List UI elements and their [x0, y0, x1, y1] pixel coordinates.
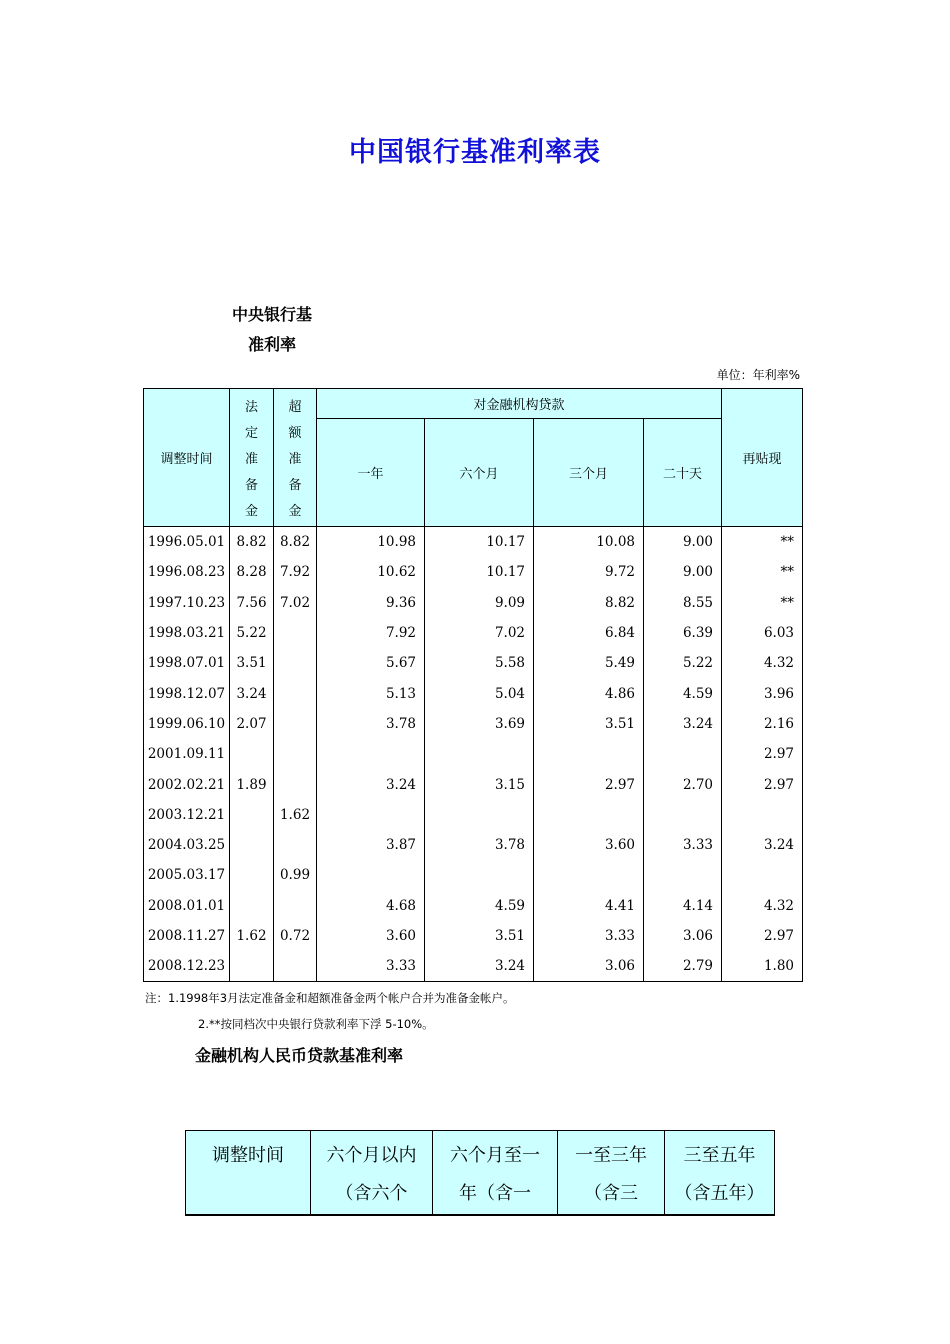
- cell-date: 2008.11.27: [144, 921, 230, 951]
- cell-one-year: 4.68: [317, 891, 425, 921]
- cell-twenty-days: [644, 860, 722, 890]
- cell-three-months: 3.06: [534, 951, 644, 982]
- cell-one-year: 3.33: [317, 951, 425, 982]
- cell-rediscount: 6.03: [722, 618, 803, 648]
- cell-legal-reserve: 3.24: [230, 678, 274, 708]
- cell-six-months: 3.51: [425, 921, 534, 951]
- table-row: [144, 860, 803, 890]
- table-row: [144, 951, 803, 982]
- central-bank-rate-table: [143, 388, 803, 982]
- cell-legal-reserve: 3.51: [230, 648, 274, 678]
- cell-six-months: [425, 800, 534, 830]
- header-loans-to-institutions: 对金融机构贷款: [317, 389, 722, 419]
- cell-date: 2001.09.11: [144, 739, 230, 769]
- table-row: [144, 739, 803, 769]
- header-char: 法: [244, 399, 258, 415]
- cell-date: 2004.03.25: [144, 830, 230, 860]
- header-legal-reserve: [230, 389, 274, 527]
- cell-three-months: 10.08: [534, 527, 644, 558]
- cell-one-year: 3.78: [317, 709, 425, 739]
- loan-header-line1: 调整时间: [212, 1145, 284, 1166]
- table-row: [144, 618, 803, 648]
- cell-date: 1997.10.23: [144, 588, 230, 618]
- table-row: [144, 709, 803, 739]
- loan-header-line1: 三至五年: [683, 1145, 756, 1166]
- header-char: 备: [288, 477, 302, 493]
- header-char: 定: [244, 425, 258, 441]
- note-1: 注：1.1998年3月法定准备金和超额准备金两个帐户合并为准备金帐户。: [145, 991, 515, 1005]
- loan-header-line2: （含三: [584, 1183, 638, 1204]
- cell-six-months: [425, 739, 534, 769]
- cell-twenty-days: 9.00: [644, 557, 722, 587]
- cell-date: 2005.03.17: [144, 860, 230, 890]
- header-excess-reserve: [274, 389, 317, 527]
- header-three-months: 三个月: [534, 419, 644, 527]
- header-char: 备: [244, 477, 258, 493]
- cell-rediscount: 2.97: [722, 739, 803, 769]
- cell-twenty-days: 3.24: [644, 709, 722, 739]
- cell-legal-reserve: [230, 800, 274, 830]
- cell-legal-reserve: 5.22: [230, 618, 274, 648]
- table-row: [144, 557, 803, 587]
- cell-rediscount: 1.80: [722, 951, 803, 982]
- cell-legal-reserve: [230, 891, 274, 921]
- cell-excess-reserve: [274, 830, 317, 860]
- cell-one-year: 10.98: [317, 527, 425, 558]
- cell-six-months: 5.04: [425, 678, 534, 708]
- cell-excess-reserve: 0.72: [274, 921, 317, 951]
- loan-header-0: [186, 1131, 311, 1216]
- cell-legal-reserve: [230, 860, 274, 890]
- header-char: 超: [288, 399, 302, 415]
- header-char: 额: [288, 425, 302, 441]
- loan-header-line2: （含五年）: [674, 1183, 765, 1204]
- cell-rediscount: 4.32: [722, 891, 803, 921]
- loan-header-line2: 年（含一: [459, 1183, 531, 1204]
- cell-excess-reserve: 7.02: [274, 588, 317, 618]
- cell-date: 2002.02.21: [144, 769, 230, 799]
- cell-legal-reserve: [230, 951, 274, 982]
- cell-three-months: [534, 739, 644, 769]
- cell-three-months: 4.41: [534, 891, 644, 921]
- cell-excess-reserve: [274, 709, 317, 739]
- cell-one-year: [317, 800, 425, 830]
- cell-excess-reserve: 8.82: [274, 527, 317, 558]
- note-2: 2.**按同档次中央银行贷款利率下浮 5-10%。: [198, 1017, 434, 1031]
- section1-title-line2: 准利率: [248, 335, 297, 354]
- cell-twenty-days: 3.33: [644, 830, 722, 860]
- cell-one-year: 3.24: [317, 769, 425, 799]
- cell-three-months: 2.97: [534, 769, 644, 799]
- cell-three-months: 4.86: [534, 678, 644, 708]
- cell-three-months: 5.49: [534, 648, 644, 678]
- table-row: [144, 678, 803, 708]
- cell-rediscount: 3.24: [722, 830, 803, 860]
- cell-one-year: 5.13: [317, 678, 425, 708]
- cell-excess-reserve: 0.99: [274, 860, 317, 890]
- cell-excess-reserve: 7.92: [274, 557, 317, 587]
- cell-six-months: [425, 860, 534, 890]
- header-six-months: 六个月: [425, 419, 534, 527]
- table-row: [144, 891, 803, 921]
- section1-title-line1: 中央银行基: [232, 305, 313, 324]
- cell-one-year: 10.62: [317, 557, 425, 587]
- cell-twenty-days: 5.22: [644, 648, 722, 678]
- cell-six-months: 3.69: [425, 709, 534, 739]
- header-rediscount: 再贴现: [722, 389, 803, 527]
- cell-twenty-days: [644, 800, 722, 830]
- cell-date: 2008.12.23: [144, 951, 230, 982]
- header-char: 金: [244, 503, 258, 519]
- loan-header-2: [433, 1131, 558, 1216]
- cell-legal-reserve: 2.07: [230, 709, 274, 739]
- cell-rediscount: 4.32: [722, 648, 803, 678]
- cell-excess-reserve: [274, 678, 317, 708]
- cell-three-months: 8.82: [534, 588, 644, 618]
- cell-rediscount: [722, 860, 803, 890]
- table-row: [144, 800, 803, 830]
- cell-date: 1996.05.01: [144, 527, 230, 558]
- cell-three-months: 3.60: [534, 830, 644, 860]
- cell-legal-reserve: 8.28: [230, 557, 274, 587]
- table-row: [144, 769, 803, 799]
- header-char: 准: [288, 451, 302, 467]
- cell-twenty-days: 4.59: [644, 678, 722, 708]
- cell-six-months: 10.17: [425, 527, 534, 558]
- cell-three-months: [534, 800, 644, 830]
- section2-title: 金融机构人民币贷款基准利率: [195, 1046, 404, 1065]
- cell-twenty-days: 8.55: [644, 588, 722, 618]
- cell-excess-reserve: [274, 891, 317, 921]
- cell-one-year: [317, 739, 425, 769]
- loan-header-line2: （含六个: [335, 1183, 408, 1204]
- loan-header-line1: 六个月以内: [326, 1145, 417, 1166]
- cell-one-year: 3.60: [317, 921, 425, 951]
- cell-rediscount: 2.97: [722, 769, 803, 799]
- cell-six-months: 5.58: [425, 648, 534, 678]
- cell-three-months: 9.72: [534, 557, 644, 587]
- cell-date: 1999.06.10: [144, 709, 230, 739]
- loan-header-4: [665, 1131, 775, 1216]
- cell-legal-reserve: 7.56: [230, 588, 274, 618]
- table-row: [144, 830, 803, 860]
- cell-six-months: 7.02: [425, 618, 534, 648]
- cell-excess-reserve: [274, 739, 317, 769]
- cell-rediscount: **: [722, 527, 803, 558]
- cell-twenty-days: [644, 739, 722, 769]
- cell-three-months: 6.84: [534, 618, 644, 648]
- cell-twenty-days: 2.70: [644, 769, 722, 799]
- cell-twenty-days: 9.00: [644, 527, 722, 558]
- cell-legal-reserve: [230, 830, 274, 860]
- loan-rate-table: [185, 1130, 775, 1216]
- cell-six-months: 3.78: [425, 830, 534, 860]
- loan-header-1: [311, 1131, 433, 1216]
- cell-legal-reserve: [230, 739, 274, 769]
- page-title: 中国银行基准利率表: [349, 137, 601, 168]
- cell-twenty-days: 3.06: [644, 921, 722, 951]
- cell-rediscount: **: [722, 588, 803, 618]
- cell-twenty-days: 6.39: [644, 618, 722, 648]
- cell-excess-reserve: 1.62: [274, 800, 317, 830]
- cell-legal-reserve: 1.62: [230, 921, 274, 951]
- cell-twenty-days: 2.79: [644, 951, 722, 982]
- cell-rediscount: 3.96: [722, 678, 803, 708]
- cell-six-months: 4.59: [425, 891, 534, 921]
- table-row: [144, 527, 803, 558]
- cell-one-year: 3.87: [317, 830, 425, 860]
- table-row: [144, 588, 803, 618]
- unit-label: 单位：年利率%: [716, 368, 800, 382]
- cell-excess-reserve: [274, 951, 317, 982]
- cell-excess-reserve: [274, 769, 317, 799]
- cell-rediscount: 2.97: [722, 921, 803, 951]
- cell-twenty-days: 4.14: [644, 891, 722, 921]
- cell-six-months: 3.24: [425, 951, 534, 982]
- header-twenty-days: 二十天: [644, 419, 722, 527]
- header-date: 调整时间: [144, 389, 230, 527]
- loan-header-line1: 一至三年: [575, 1145, 647, 1166]
- cell-three-months: 3.33: [534, 921, 644, 951]
- cell-date: 1996.08.23: [144, 557, 230, 587]
- header-one-year: 一年: [317, 419, 425, 527]
- cell-excess-reserve: [274, 618, 317, 648]
- cell-six-months: 10.17: [425, 557, 534, 587]
- cell-rediscount: [722, 800, 803, 830]
- cell-excess-reserve: [274, 648, 317, 678]
- loan-header-3: [558, 1131, 665, 1216]
- cell-date: 2008.01.01: [144, 891, 230, 921]
- header-char: 准: [244, 451, 258, 467]
- cell-legal-reserve: 8.82: [230, 527, 274, 558]
- cell-three-months: [534, 860, 644, 890]
- loan-header-line1: 六个月至一: [450, 1145, 540, 1166]
- table-row: [144, 921, 803, 951]
- table-row: [144, 648, 803, 678]
- cell-date: 1998.03.21: [144, 618, 230, 648]
- cell-one-year: 5.67: [317, 648, 425, 678]
- cell-three-months: 3.51: [534, 709, 644, 739]
- cell-one-year: 9.36: [317, 588, 425, 618]
- cell-one-year: 7.92: [317, 618, 425, 648]
- cell-date: 1998.07.01: [144, 648, 230, 678]
- cell-rediscount: 2.16: [722, 709, 803, 739]
- cell-date: 2003.12.21: [144, 800, 230, 830]
- cell-date: 1998.12.07: [144, 678, 230, 708]
- cell-six-months: 9.09: [425, 588, 534, 618]
- cell-rediscount: **: [722, 557, 803, 587]
- header-char: 金: [288, 503, 302, 519]
- cell-legal-reserve: 1.89: [230, 769, 274, 799]
- cell-six-months: 3.15: [425, 769, 534, 799]
- cell-one-year: [317, 860, 425, 890]
